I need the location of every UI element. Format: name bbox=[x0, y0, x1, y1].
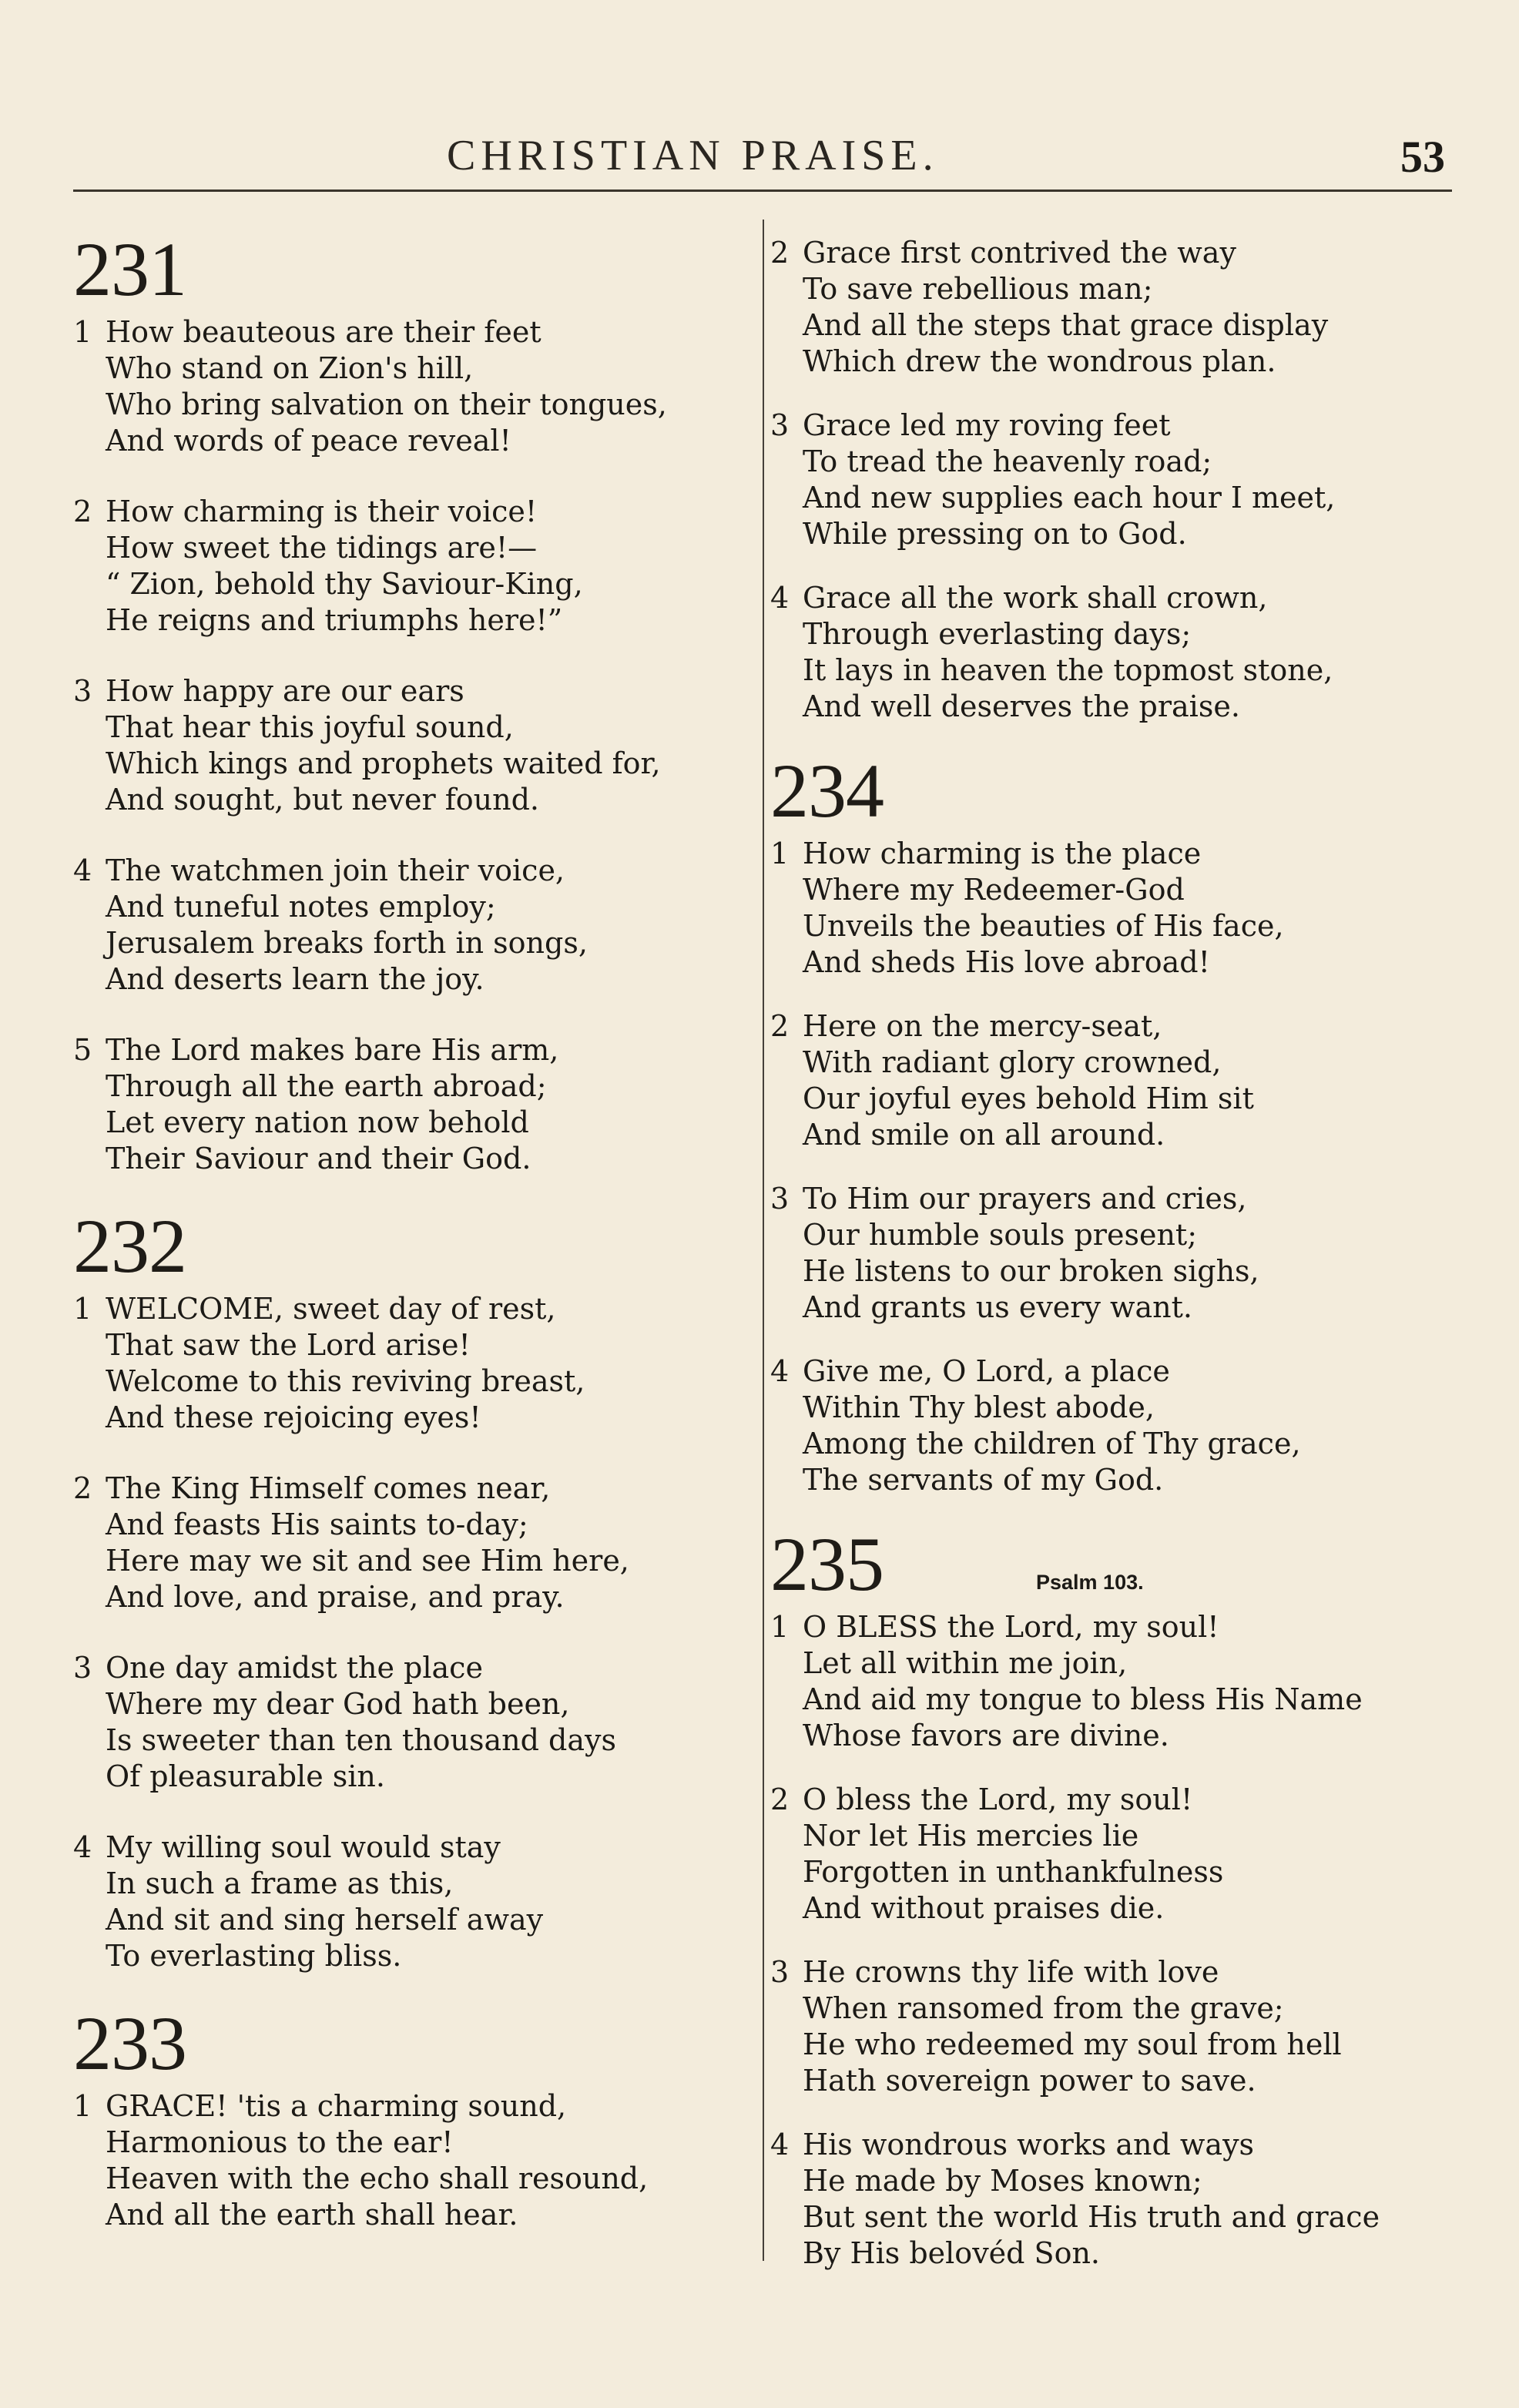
verse-line: By His belovéd Son. bbox=[803, 2236, 1101, 2270]
verse-line: How sweet the tidings are!— bbox=[106, 531, 538, 565]
verse bbox=[73, 673, 751, 818]
verse-number: 4 bbox=[770, 1354, 790, 1388]
hymn-235-heading bbox=[770, 1521, 1448, 1609]
verse-line: He listens to our broken sighs, bbox=[803, 1254, 1259, 1288]
verse-line: He who redeemed my soul from hell bbox=[803, 2027, 1342, 2061]
verse-line: And all the earth shall hear. bbox=[106, 2198, 518, 2232]
verse-line: Here on the mercy-seat, bbox=[803, 1009, 1162, 1043]
verse-line: Through everlasting days; bbox=[803, 617, 1192, 651]
verse-number: 4 bbox=[770, 581, 790, 615]
verse-line: Hath sovereign power to save. bbox=[803, 2064, 1256, 2098]
verse-line: Is sweeter than ten thousand days bbox=[106, 1723, 616, 1757]
verse-line: In such a frame as this, bbox=[106, 1866, 454, 1900]
verse-line: And deserts learn the joy. bbox=[106, 962, 485, 996]
verse-line: Among the children of Thy grace, bbox=[803, 1427, 1301, 1461]
verse-line: He reigns and triumphs here!” bbox=[106, 603, 563, 637]
verse bbox=[770, 1609, 1448, 1754]
header-rule bbox=[73, 189, 1452, 192]
verse bbox=[770, 1782, 1448, 1927]
verse-line: Forgotten in unthankfulness bbox=[803, 1855, 1224, 1889]
verse-line: How charming is the place bbox=[803, 837, 1202, 870]
verse-line: And smile on all around. bbox=[803, 1118, 1165, 1152]
verse bbox=[73, 1032, 751, 1177]
verse-line: And words of peace reveal! bbox=[106, 424, 511, 458]
verse-number: 2 bbox=[770, 236, 790, 270]
verse-line: WELCOME, sweet day of rest, bbox=[106, 1292, 556, 1326]
verse-line: But sent the world His truth and grace bbox=[803, 2200, 1380, 2234]
verse bbox=[770, 1008, 1448, 1153]
verse-line: Grace first contrived the way bbox=[803, 236, 1236, 270]
verse bbox=[770, 2127, 1448, 2272]
verse-number: 1 bbox=[73, 2089, 92, 2123]
verse-line: That hear this joyful sound, bbox=[106, 710, 514, 744]
verse-line: How beauteous are their feet bbox=[106, 315, 542, 349]
verse-line: The Lord makes bare His arm, bbox=[106, 1033, 559, 1067]
verse-line: While pressing on to God. bbox=[803, 517, 1187, 551]
verse bbox=[73, 314, 751, 459]
verse-line: And sheds His love abroad! bbox=[803, 945, 1210, 979]
verse-line: The King Himself comes near, bbox=[106, 1471, 551, 1505]
hymn-number: 231 bbox=[73, 226, 186, 312]
verse-number: 2 bbox=[770, 1009, 790, 1043]
verse-line: Nor let His mercies lie bbox=[803, 1819, 1139, 1853]
verse-line: With radiant glory crowned, bbox=[803, 1045, 1222, 1079]
verse-line: My willing soul would stay bbox=[106, 1830, 501, 1864]
verse-line: His wondrous works and ways bbox=[803, 2128, 1255, 2161]
verse-line: And sit and sing herself away bbox=[106, 1903, 544, 1937]
verse-number: 1 bbox=[770, 1610, 790, 1644]
verse-line: To tread the heavenly road; bbox=[803, 444, 1212, 478]
verse-number: 3 bbox=[770, 408, 790, 442]
verse-line: Harmonious to the ear! bbox=[106, 2125, 454, 2159]
verse-line: Through all the earth abroad; bbox=[106, 1069, 547, 1103]
verse-line: Let all within me join, bbox=[803, 1646, 1128, 1680]
verse-line: He made by Moses known; bbox=[803, 2164, 1202, 2198]
verse-line: And feasts His saints to-day; bbox=[106, 1508, 528, 1541]
verse-line: One day amidst the place bbox=[106, 1651, 483, 1685]
hymn-233-heading bbox=[73, 2001, 751, 2088]
verse-number: 4 bbox=[770, 2128, 790, 2161]
verse-line: Our humble souls present; bbox=[803, 1218, 1197, 1252]
right-column bbox=[770, 235, 1448, 2299]
verse-line: O BLESS the Lord, my soul! bbox=[803, 1610, 1219, 1644]
verse-line: And these rejoicing eyes! bbox=[106, 1400, 481, 1434]
verse-line: Grace led my roving feet bbox=[803, 408, 1171, 442]
verse-line: And well deserves the praise. bbox=[803, 689, 1240, 723]
verse-line: How charming is their voice! bbox=[106, 495, 538, 528]
verse-number: 3 bbox=[770, 1182, 790, 1216]
verse-line: To Him our prayers and cries, bbox=[803, 1182, 1247, 1216]
verse-line: And sought, but never found. bbox=[106, 783, 540, 817]
verse-line: Grace all the work shall crown, bbox=[803, 581, 1268, 615]
verse-line: Who stand on Zion's hill, bbox=[106, 351, 474, 385]
verse bbox=[770, 235, 1448, 380]
verse-line: It lays in heaven the topmost stone, bbox=[803, 653, 1333, 687]
verse-line: Where my Redeemer-God bbox=[803, 873, 1185, 907]
verse-number: 4 bbox=[73, 854, 92, 887]
verse-line: And new supplies each hour I meet, bbox=[803, 481, 1336, 515]
hymn-number: 234 bbox=[770, 748, 884, 833]
hymn-number: 232 bbox=[73, 1203, 186, 1289]
verse-number: 3 bbox=[73, 674, 92, 708]
verse-line: Unveils the beauties of His face, bbox=[803, 909, 1284, 943]
verse-line: Heaven with the echo shall resound, bbox=[106, 2161, 649, 2195]
verse-number: 1 bbox=[73, 315, 92, 349]
verse-number: 4 bbox=[73, 1830, 92, 1864]
verse-number: 2 bbox=[73, 495, 92, 528]
verse-line: And grants us every want. bbox=[803, 1290, 1193, 1324]
verse-line: He crowns thy life with love bbox=[803, 1955, 1219, 1989]
verse-line: The watchmen join their voice, bbox=[106, 854, 565, 887]
verse-line: Whose favors are divine. bbox=[803, 1719, 1169, 1752]
verse bbox=[73, 2088, 751, 2233]
verse-line: To everlasting bliss. bbox=[106, 1939, 402, 1973]
verse-number: 5 bbox=[73, 1033, 92, 1067]
verse bbox=[73, 494, 751, 639]
verse-line: Within Thy blest abode, bbox=[803, 1390, 1155, 1424]
column-divider bbox=[763, 220, 764, 2261]
verse-number: 1 bbox=[73, 1292, 92, 1326]
verse-number: 1 bbox=[770, 837, 790, 870]
verse-line: And tuneful notes employ; bbox=[106, 890, 496, 924]
hymn-number: 235 bbox=[770, 1521, 884, 1607]
verse bbox=[770, 1954, 1448, 2099]
verse-line: Where my dear God hath been, bbox=[106, 1687, 570, 1721]
verse-line: That saw the Lord arise! bbox=[106, 1328, 471, 1362]
verse bbox=[770, 1181, 1448, 1326]
page-number: 53 bbox=[1400, 132, 1445, 182]
verse-number: 2 bbox=[73, 1471, 92, 1505]
verse bbox=[770, 1353, 1448, 1498]
verse-line: Here may we sit and see Him here, bbox=[106, 1544, 629, 1578]
verse-line: Jerusalem breaks forth in songs, bbox=[106, 926, 588, 960]
verse-line: Welcome to this reviving breast, bbox=[106, 1364, 585, 1398]
verse-line: Our joyful eyes behold Him sit bbox=[803, 1082, 1254, 1115]
verse-line: Let every nation now behold bbox=[106, 1105, 529, 1139]
verse-line: And love, and praise, and pray. bbox=[106, 1580, 565, 1614]
verse-line: O bless the Lord, my soul! bbox=[803, 1783, 1193, 1816]
verse-line: And without praises die. bbox=[803, 1891, 1165, 1925]
verse-line: GRACE! 'tis a charming sound, bbox=[106, 2089, 567, 2123]
verse-line: When ransomed from the grave; bbox=[803, 1991, 1284, 2025]
verse bbox=[770, 407, 1448, 552]
verse bbox=[73, 1291, 751, 1436]
verse-line: And all the steps that grace display bbox=[803, 308, 1329, 342]
verse bbox=[73, 1829, 751, 1974]
left-column bbox=[73, 226, 751, 2233]
hymn-232-heading bbox=[73, 1203, 751, 1291]
verse-line: To save rebellious man; bbox=[803, 272, 1153, 306]
hymn-number: 233 bbox=[73, 2001, 186, 2086]
verse bbox=[73, 853, 751, 998]
hymn-231-heading bbox=[73, 226, 751, 314]
verse-number: 3 bbox=[73, 1651, 92, 1685]
verse-line: Of pleasurable sin. bbox=[106, 1759, 385, 1793]
verse-line: Give me, O Lord, a place bbox=[803, 1354, 1170, 1388]
verse-number: 3 bbox=[770, 1955, 790, 1989]
verse-number: 2 bbox=[770, 1783, 790, 1816]
verse-line: “ Zion, behold thy Saviour-King, bbox=[106, 567, 583, 601]
running-title: CHRISTIAN PRAISE. bbox=[447, 132, 939, 179]
verse-line: Their Saviour and their God. bbox=[106, 1142, 531, 1175]
psalm-reference: Psalm 103. bbox=[1036, 1571, 1144, 1594]
verse bbox=[73, 1650, 751, 1795]
verse-line: Which kings and prophets waited for, bbox=[106, 746, 661, 780]
hymn-234-heading bbox=[770, 748, 1448, 836]
verse-line: Which drew the wondrous plan. bbox=[803, 344, 1276, 378]
verse-line: The servants of my God. bbox=[803, 1463, 1164, 1497]
verse-line: Who bring salvation on their tongues, bbox=[106, 387, 667, 421]
verse bbox=[770, 580, 1448, 725]
verse bbox=[73, 1471, 751, 1615]
verse-line: How happy are our ears bbox=[106, 674, 464, 708]
verse-line: And aid my tongue to bless His Name bbox=[803, 1682, 1363, 1716]
verse bbox=[770, 836, 1448, 981]
page-header bbox=[0, 131, 1519, 200]
